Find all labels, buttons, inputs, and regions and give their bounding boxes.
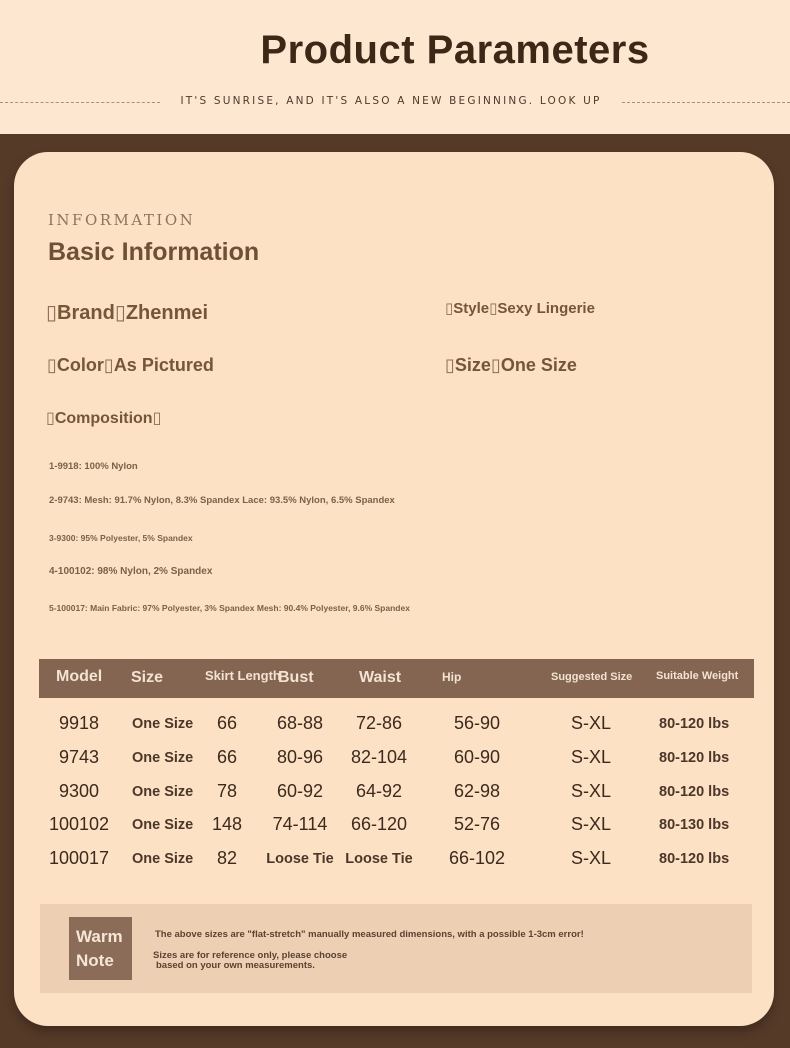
suggested-size-cell: S-XL [570,747,612,767]
bust-cell: 60-92 [276,781,324,801]
size-cell: One Size [132,716,194,732]
separator-icon: ▯ [152,410,162,427]
style-field [445,299,595,317]
header-suggested-size: Suggested Size [551,671,633,683]
waist-cell: 82-104 [350,747,408,767]
composition-line: 3-9300: 95% Polyester, 5% Spandex [49,533,193,543]
bullet-icon: ▯ [445,355,455,375]
waist-cell: 66-120 [350,814,408,834]
brand-value: Zhenmei [125,302,209,324]
skirt-cell: 148 [211,814,243,834]
warm-note-box [40,904,752,993]
color-field [47,355,214,376]
composition-field [46,408,161,428]
info-card [14,152,774,1026]
hip-cell: 56-90 [453,713,501,733]
bullet-icon: ▯ [47,355,57,375]
suggested-size-cell: S-XL [570,814,612,834]
brand-label: Brand [57,302,115,324]
size-cell: One Size [132,750,194,766]
section-eyebrow: INFORMATION [48,211,196,229]
size-label: Size [454,355,491,375]
page-subtitle: IT'S SUNRISE, AND IT'S ALSO A NEW BEGINNING. LOOK UP [180,95,602,107]
skirt-cell: 66 [216,713,238,733]
model-cell: 9918 [58,713,100,733]
hip-cell: 60-90 [453,747,501,767]
header-banner [0,0,790,134]
brand-field [46,300,208,325]
separator-icon: ▯ [489,300,498,317]
note-text: based on your own measurements. [156,960,315,971]
note-text: Sizes are for reference only, please choose [153,950,348,961]
separator-icon: ▯ [103,355,114,375]
bust-cell: 74-114 [272,814,328,834]
skirt-cell: 82 [216,848,238,868]
size-cell: One Size [132,784,194,800]
composition-line: 5-100017: Main Fabric: 97% Polyester, 3% Spandex Mesh: 90.4% Polyester, 9.6% Spandex [49,603,410,613]
model-cell: 100017 [48,848,110,868]
bullet-icon: ▯ [46,302,58,324]
suggested-size-cell: S-XL [570,848,612,868]
hip-cell: 66-102 [448,848,506,868]
warm-note-label-line: Warm [76,927,123,946]
suggested-size-cell: S-XL [570,713,612,733]
waist-cell: 72-86 [355,713,403,733]
weight-cell: 80-120 lbs [659,750,730,766]
color-label: Color [56,355,104,375]
weight-cell: 80-120 lbs [659,851,730,867]
color-value: As Pictured [113,355,214,375]
header-skirt-length: Skirt Length [205,668,281,683]
section-title: Basic Information [48,238,260,266]
bullet-icon: ▯ [445,300,454,317]
note-text: The above sizes are "flat-stretch" manually measured dimensions, with a possible 1-3cm error! [155,929,584,940]
divider-left [0,102,160,103]
composition-line: 4-100102: 98% Nylon, 2% Spandex [49,566,213,577]
size-value: One Size [500,355,577,375]
header-waist: Waist [359,669,402,686]
size-cell: One Size [132,817,194,833]
waist-cell: Loose Tie [345,851,413,867]
header-bust: Bust [278,669,314,686]
bullet-icon: ▯ [46,410,55,427]
divider-right [622,102,790,103]
bust-cell: 68-88 [276,713,324,733]
weight-cell: 80-120 lbs [659,716,730,732]
weight-cell: 80-130 lbs [659,817,730,833]
suggested-size-cell: S-XL [570,781,612,801]
separator-icon: ▯ [114,302,126,324]
model-cell: 9300 [58,781,100,801]
composition-line: 1-9918: 100% Nylon [49,461,138,472]
header-size: Size [131,669,164,686]
size-cell: One Size [132,851,194,867]
header-suitable-weight: Suitable Weight [656,670,739,682]
header-hip: Hip [442,670,462,684]
page-title: Product Parameters [260,28,650,72]
hip-cell: 52-76 [453,814,501,834]
bust-cell: 80-96 [276,747,324,767]
size-field [445,355,577,376]
skirt-cell: 78 [216,781,238,801]
style-label: Style [453,300,490,317]
header-model: Model [56,668,103,685]
warm-note-label [69,917,132,980]
style-value: Sexy Lingerie [497,300,595,317]
hip-cell: 62-98 [453,781,501,801]
composition-label: Composition [54,410,153,427]
model-cell: 100102 [48,814,110,834]
skirt-cell: 66 [216,747,238,767]
composition-line: 2-9743: Mesh: 91.7% Nylon, 8.3% Spandex Lace: 93.5% Nylon, 6.5% Spandex [49,495,395,506]
warm-note-label-line: Note [76,951,114,970]
bust-cell: Loose Tie [266,851,334,867]
model-cell: 9743 [58,747,100,767]
separator-icon: ▯ [490,355,501,375]
waist-cell: 64-92 [355,781,403,801]
weight-cell: 80-120 lbs [659,784,730,800]
